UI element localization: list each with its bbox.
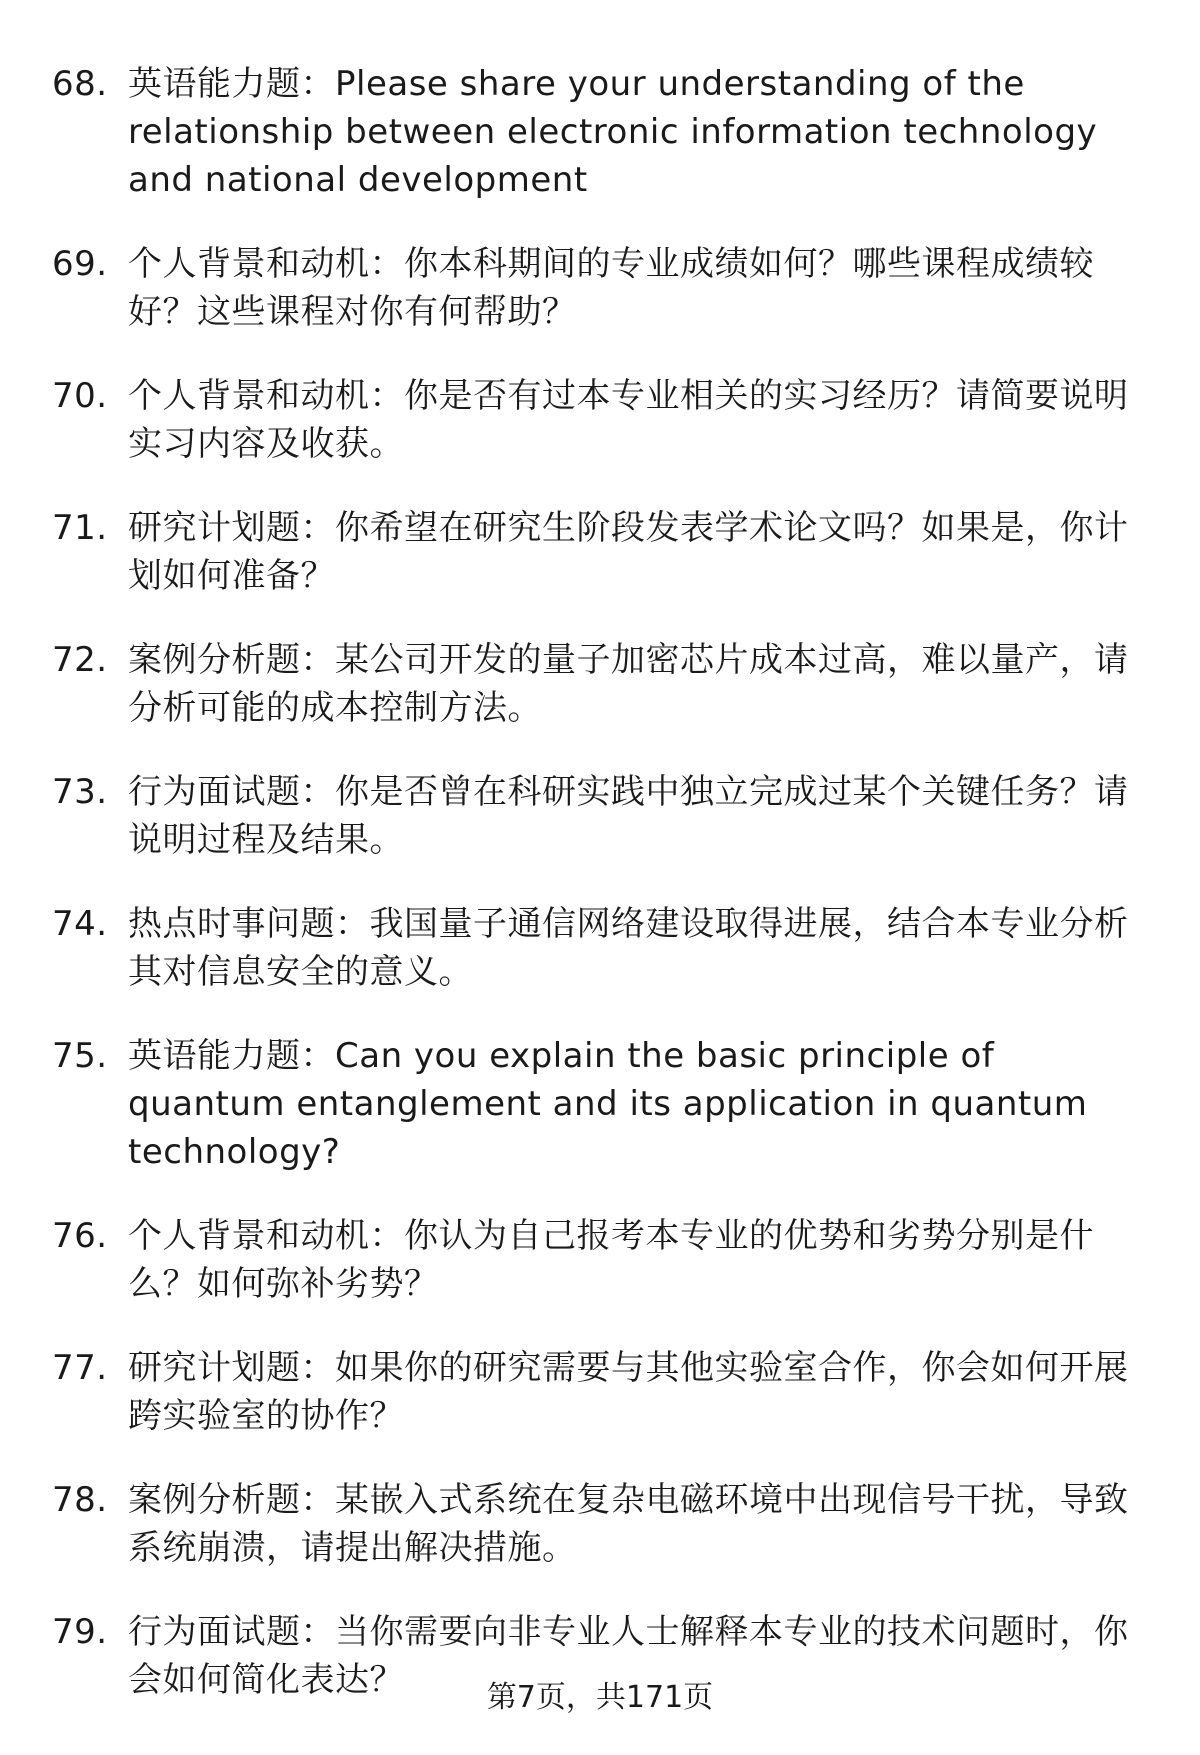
- question-text: 行为面试题：你是否曾在科研实践中独立完成过某个关键任务？请说明过程及结果。: [128, 772, 1129, 860]
- question-number: 76.: [52, 1216, 108, 1256]
- question-number: 74.: [52, 904, 108, 944]
- question-number: 72.: [52, 640, 108, 680]
- question-number: 77.: [52, 1348, 108, 1388]
- page-footer: 第7页，共171页: [486, 1680, 714, 1715]
- question-item: [0, 1344, 1200, 1440]
- question-item: [0, 372, 1200, 468]
- question-number: 79.: [52, 1612, 108, 1652]
- question-item: [0, 900, 1200, 996]
- question-text: 研究计划题：如果你的研究需要与其他实验室合作，你会如何开展跨实验室的协作？: [128, 1348, 1129, 1436]
- question-text: 英语能力题：Can you explain the basic principle of quantum entanglement and its application in quantum technology?: [128, 1036, 1088, 1172]
- question-text: 个人背景和动机：你认为自己报考本专业的优势和劣势分别是什么？如何弥补劣势？: [128, 1216, 1094, 1304]
- question-text: 热点时事问题：我国量子通信网络建设取得进展，结合本专业分析其对信息安全的意义。: [128, 904, 1129, 992]
- question-number: 78.: [52, 1480, 108, 1520]
- question-text: 行为面试题：当你需要向非专业人士解释本专业的技术问题时，你会如何简化表达？: [128, 1612, 1129, 1700]
- question-item: [0, 60, 1200, 204]
- question-text: 个人背景和动机：你本科期间的专业成绩如何？哪些课程成绩较好？这些课程对你有何帮助？: [128, 244, 1094, 332]
- question-item: [0, 1476, 1200, 1572]
- question-item: [0, 504, 1200, 600]
- question-item: [0, 240, 1200, 336]
- question-text: 案例分析题：某嵌入式系统在复杂电磁环境中出现信号干扰，导致系统崩溃，请提出解决措施。: [128, 1480, 1129, 1568]
- question-text: 研究计划题：你希望在研究生阶段发表学术论文吗？如果是，你计划如何准备？: [128, 508, 1129, 596]
- question-number: 71.: [52, 508, 108, 548]
- question-text: 案例分析题：某公司开发的量子加密芯片成本过高，难以量产，请分析可能的成本控制方法。: [128, 640, 1129, 728]
- question-number: 69.: [52, 244, 108, 284]
- question-number: 73.: [52, 772, 108, 812]
- question-list: [0, 60, 1200, 1740]
- question-number: 68.: [52, 64, 108, 104]
- question-item: [0, 768, 1200, 864]
- question-text: 个人背景和动机：你是否有过本专业相关的实习经历？请简要说明实习内容及收获。: [128, 376, 1129, 464]
- question-text: 英语能力题：Please share your understanding of the relationship between electronic information technology and national development: [128, 64, 1098, 200]
- question-item: [0, 1032, 1200, 1176]
- question-number: 70.: [52, 376, 108, 416]
- question-number: 75.: [52, 1036, 108, 1076]
- question-item: [0, 1212, 1200, 1308]
- question-item: [0, 636, 1200, 732]
